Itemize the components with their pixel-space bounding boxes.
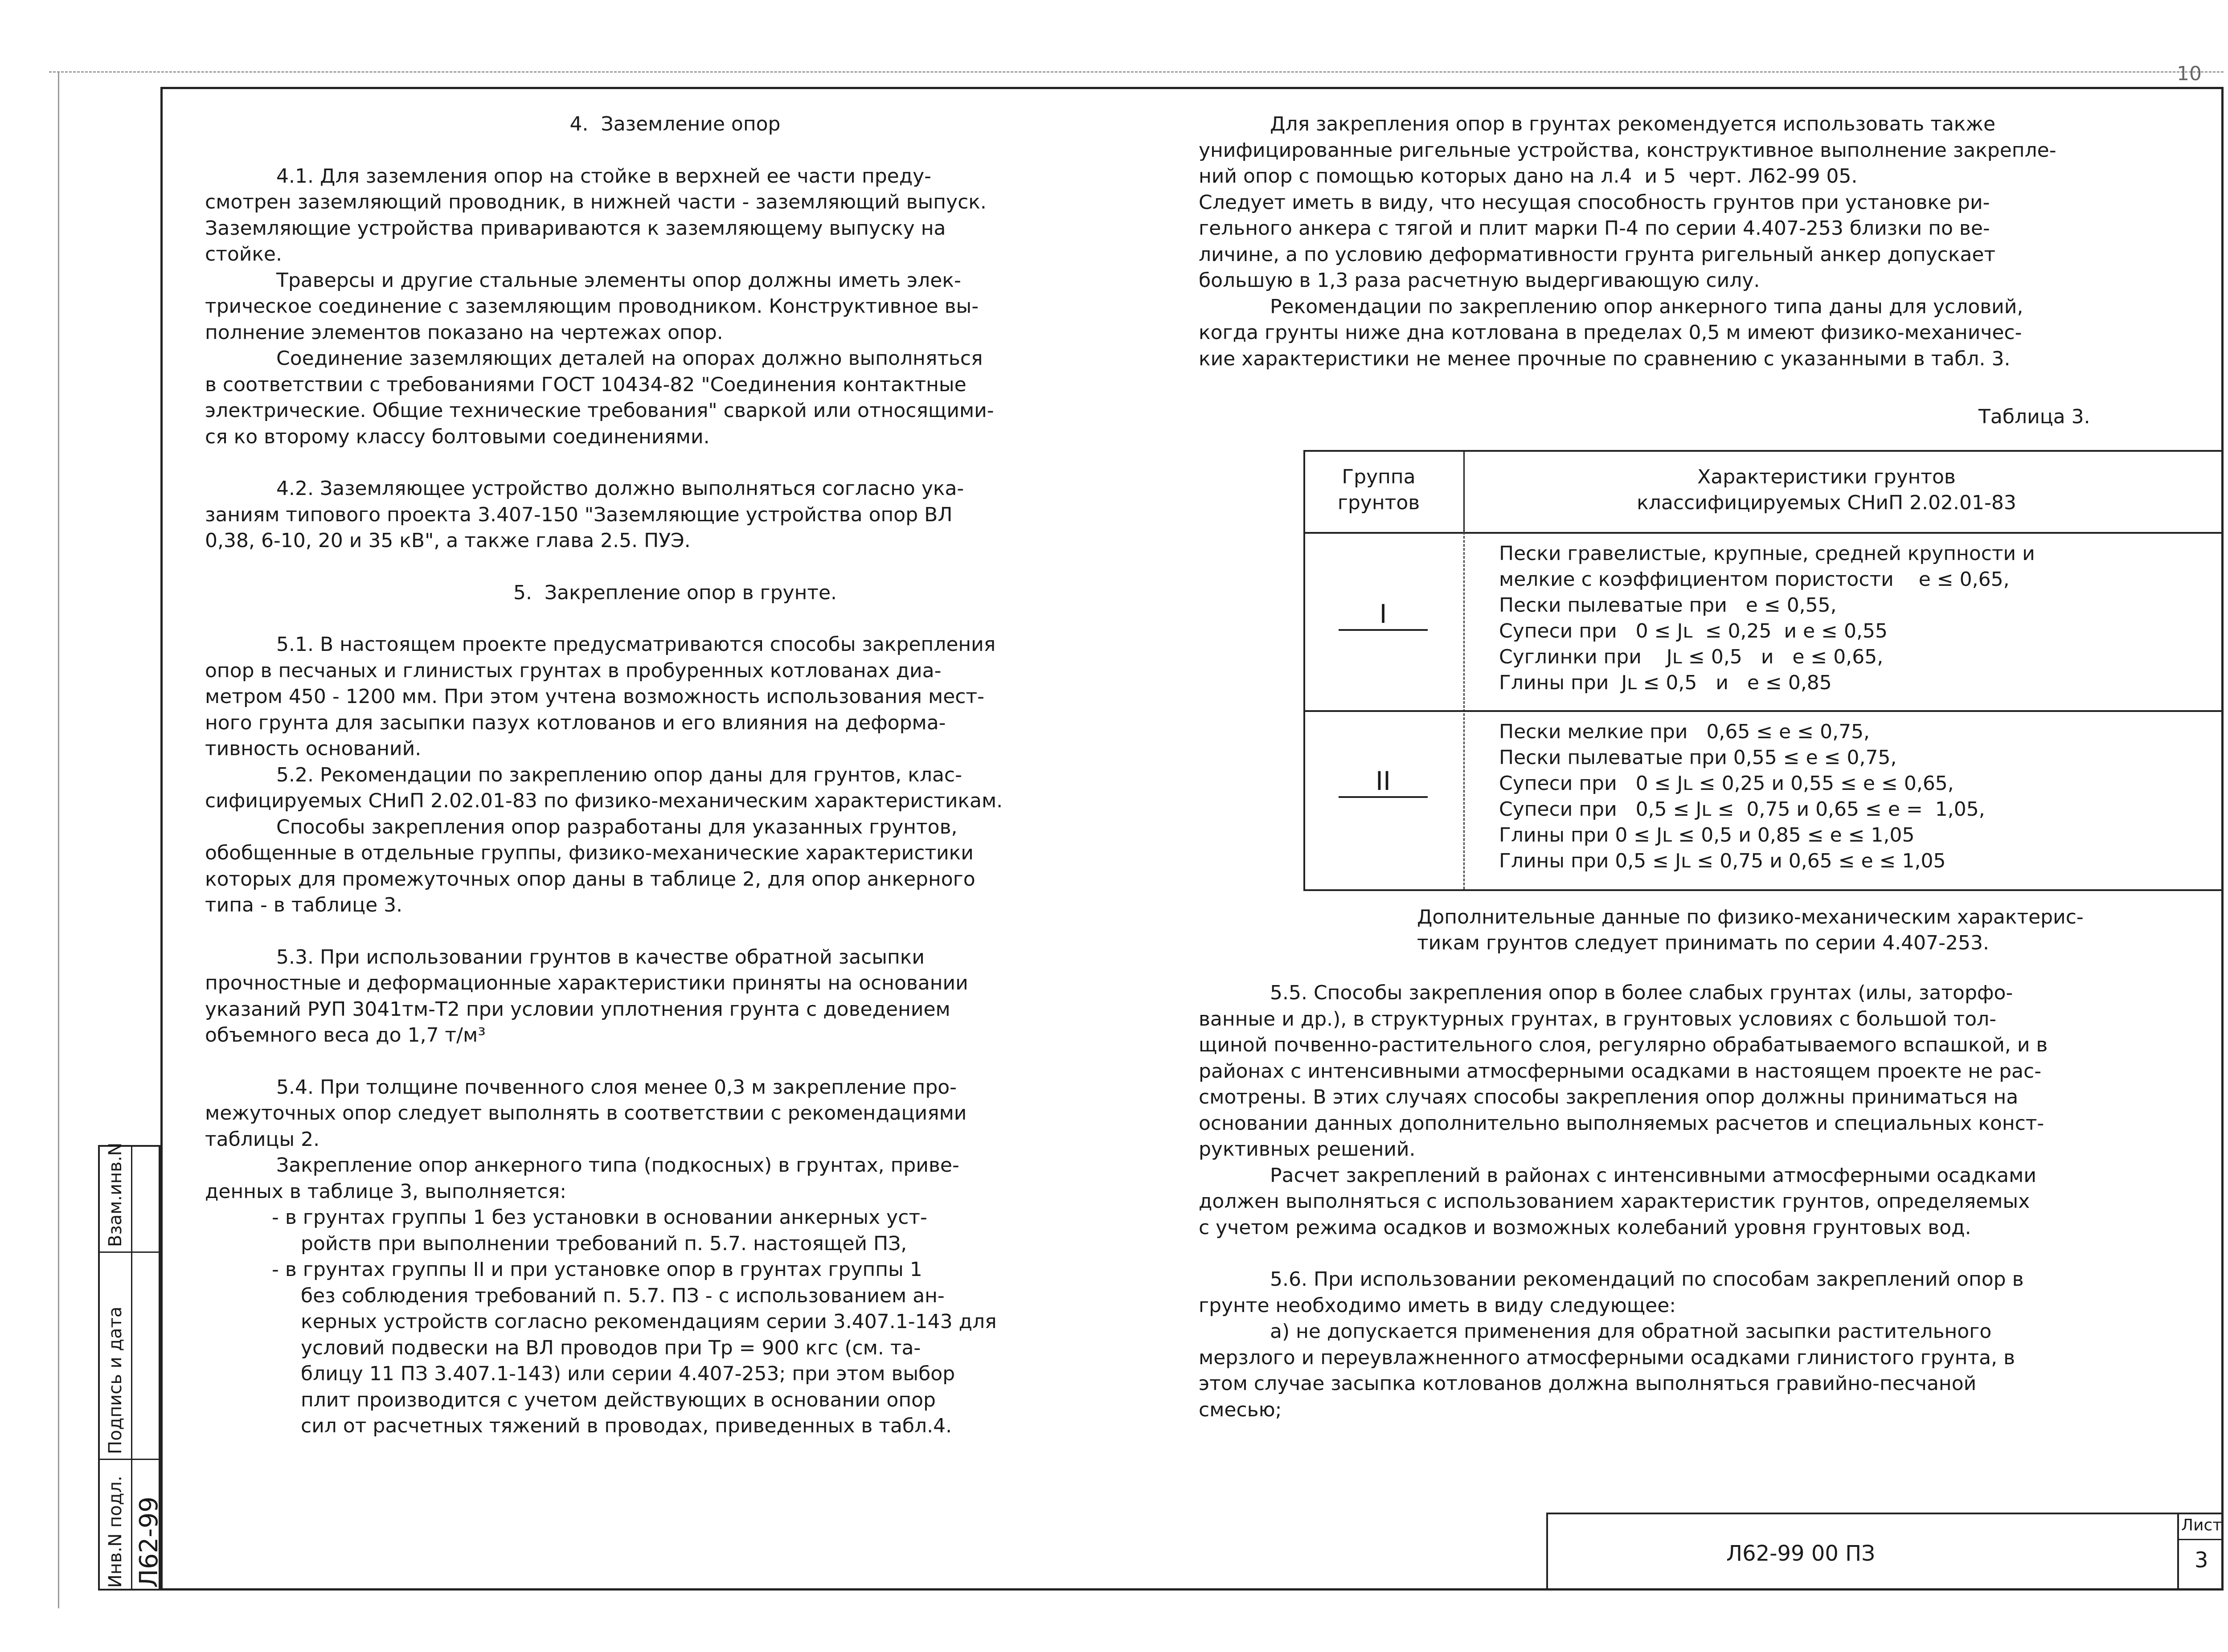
side-stamp — [98, 1142, 164, 1591]
table-note: Дополнительные данные по физико-механическим характерис- тикам грунтов следует принимать по серии 4.407-253. — [1417, 906, 2084, 954]
group-1-label: I — [1339, 599, 1428, 631]
sheet-number: 3 — [2195, 1548, 2208, 1573]
paragraph: 5.6. При использовании рекомендаций по способам закреплений опор в грунте необходимо иметь в виду следующее: — [1199, 1268, 2024, 1317]
paragraph: 4.2. Заземляющее устройство должно выполняться согласно ука- заниям типового проекта 3.407-150 "Заземляющие устройства опор ВЛ 0,38, 6-10, 20 и 35 кВ", а также глава 2.5. ПУЭ. — [205, 477, 964, 552]
right-text-column-top — [1199, 111, 2179, 372]
paragraph: Рекомендации по закреплению опор анкерного типа даны для условий, когда грунты ниже дна котлована в пределах 0,5 м имеют физико-механичес- кие характеристики не менее прочные по сравнению с указанными в табл. 3. — [1199, 295, 2023, 370]
paragraph: Закрепление опор анкерного типа (подкосных) в грунтах, приве- денных в таблице 3, выполняется: — [205, 1154, 959, 1203]
paragraph: Траверсы и другие стальные элементы опор должны иметь элек- трическое соединение с заземляющим проводником. Конструктивное вы- полнение элементов показано на чертежах опор. — [205, 269, 979, 344]
sheet-box — [2177, 1514, 2224, 1591]
soil-table — [1303, 450, 2224, 891]
stamp-inv-podl: Инв.N подл. — [105, 1476, 126, 1588]
left-text-column — [205, 111, 1145, 1439]
paragraph: Расчет закреплений в районах с интенсивными атмосферными осадками должен выполняться с использованием характеристик грунтов, определяемых с учетом режима осадков и возможных колебаний уровня грунтовых вод. — [1199, 1164, 2036, 1239]
group-2-text: Пески мелкие при 0,65 ≤ e ≤ 0,75, Пески пылеватые при 0,55 ≤ e ≤ 0,75, Супеси при 0 ≤ Jʟ ≤ 0,25 и 0,55 ≤ e ≤ 0,65, Супеси при 0,5 ≤ Jʟ ≤ 0,75 и 0,65 ≤ e = 1,05, Глины при 0 ≤ Jʟ ≤ 0,5 и 0,85 ≤ e ≤ 1,05 Глины при 0,5 ≤ Jʟ ≤ 0,75 и 0,65 ≤ e ≤ 1,05 — [1499, 720, 1985, 872]
title-block — [1546, 1513, 2224, 1591]
left-border-line — [58, 71, 59, 1608]
header-group: Группа грунтов — [1337, 466, 1420, 514]
paragraph: - в грунтах группы II и при установке опор в грунтах группы 1 без соблюдения требований п. 5.7. ПЗ - с использованием ан- керных устройств согласно рекомендациям серии 3.407.1-143 для условий подвески на ВЛ проводов при Тр = 900 кгс (см. та- блицу 11 ПЗ 3.407.1-143) или серии 4.407-253; при этом выбор плит производится с учетом действующих в основании опор сил от расчетных тяжений в проводах, приведенных в табл.4. — [272, 1258, 997, 1437]
right-text-column-bottom — [1199, 980, 2179, 1423]
paragraph: 4. Заземление опор — [569, 113, 781, 135]
paragraph: 5.4. При толщине почвенного слоя менее 0,3 м закрепление про- межуточных опор следует выполнять в соответствии с рекомендациями таблицы 2. — [205, 1075, 967, 1151]
table-header — [1305, 452, 2224, 534]
paragraph: Способы закрепления опор разработаны для указанных грунтов, обобщенные в отдельные группы, физико-механические характеристики которых для промежуточных опор даны в таблице 2, для опор анкерного типа - в таблице 3. — [205, 815, 975, 916]
paragraph: 5. Закрепление опор в грунте. — [513, 581, 837, 604]
paragraph: Для закрепления опор в грунтах рекомендуется использовать также унифицированные ригельные устройства, конструктивное выполнение закрепле- ний опор с помощью которых дано на л.4 и 5 черт. Л62-99 05. Следует иметь в виду, что несущая способность грунтов при установке ри- гельного анкера с тягой и плит марки П-4 по серии 4.407-253 близки по ве- личине, а по условию деформативности грунта ригельный анкер допускает большую в 1,3 раза расчетную выдергивающую силу. — [1199, 113, 2056, 292]
stamp-vzam: Взам.инв.N — [105, 1142, 126, 1247]
page-corner-number: 10 — [2177, 62, 2202, 85]
group-1-text: Пески гравелистые, крупные, средней крупности и мелкие с коэффициентом пористости e ≤ 0,65, Пески пылеватые при e ≤ 0,55, Супеси при 0 ≤ Jʟ ≤ 0,25 и e ≤ 0,55 Суглинки при Jʟ ≤ 0,5 и e ≤ 0,65, Глины при Jʟ ≤ 0,5 и e ≤ 0,85 — [1499, 542, 2035, 694]
table-caption: Таблица 3. — [1978, 405, 2090, 428]
sheet-label: Лист — [2181, 1516, 2222, 1534]
group-2-label: II — [1339, 766, 1428, 798]
top-border-line — [49, 71, 2224, 73]
paragraph: а) не допускается применения для обратной засыпки растительного мерзлого и переувлажненного атмосферными осадками глинистого грунта, в этом случае засыпка котлованов должна выполняться гравийно-песчаной смесью; — [1199, 1320, 2015, 1421]
stamp-podpis: Подпись и дата — [105, 1306, 126, 1454]
paragraph: 5.1. В настоящем проекте предусматриваются способы закрепления опор в песчаных и глинистых грунтах в пробуренных котлованах диа- метром 450 - 1200 мм. При этом учтена возможность использования мест- ного грунта для засыпки пазух котлованов и его влияния на деформа- тивность оснований. — [205, 633, 996, 760]
paragraph: 5.5. Способы закрепления опор в более слабых грунтах (илы, заторфо- ванные и др.), в структурных грунтах, в грунтовых условиях с большой тол- щиной почвенно-растительного слоя, регулярно обрабатываемого вспашкой, и в районах с интенсивными атмосферными осадками в настоящем проекте не рас- смотрены. В этих случаях способы закрепления опор должны приниматься на основании данных дополнительно выполняемых расчетов и специальных конст- руктивных решений. — [1199, 981, 2048, 1161]
header-characteristics: Характеристики грунтов классифицируемых СНиП 2.02.01-83 — [1637, 466, 2016, 514]
paragraph: - в грунтах группы 1 без установки в основании анкерных уст- ройств при выполнении требований п. 5.7. настоящей ПЗ, — [272, 1206, 927, 1255]
paragraph: 5.3. При использовании грунтов в качестве обратной засыпки прочностные и деформационные характеристики приняты на основании указаний РУП 3041тм-Т2 при условии уплотнения грунта с доведением объемного веса до 1,7 т/м³ — [205, 945, 968, 1047]
stamp-code: Л62-99 — [135, 1497, 164, 1588]
paragraph: 5.2. Рекомендации по закреплению опор даны для грунтов, клас- сифицируемых СНиП 2.02.01-83 по физико-механическим характеристикам. — [205, 763, 1003, 812]
document-code: Л62-99 00 ПЗ — [1726, 1541, 1876, 1566]
paragraph: Соединение заземляющих деталей на опорах должно выполняться в соответствии с требованиями ГОСТ 10434-82 "Соединения контактные электрические. Общие технические требования" сваркой или относящими- ся ко второму классу болтовыми соединениями. — [205, 347, 994, 448]
paragraph: 4.1. Для заземления опор на стойке в верхней ее части преду- смотрен заземляющий проводник, в нижней части - заземляющий выпуск. Заземляющие устройства привариваются к заземляющему выпуску на стойке. — [205, 164, 987, 266]
